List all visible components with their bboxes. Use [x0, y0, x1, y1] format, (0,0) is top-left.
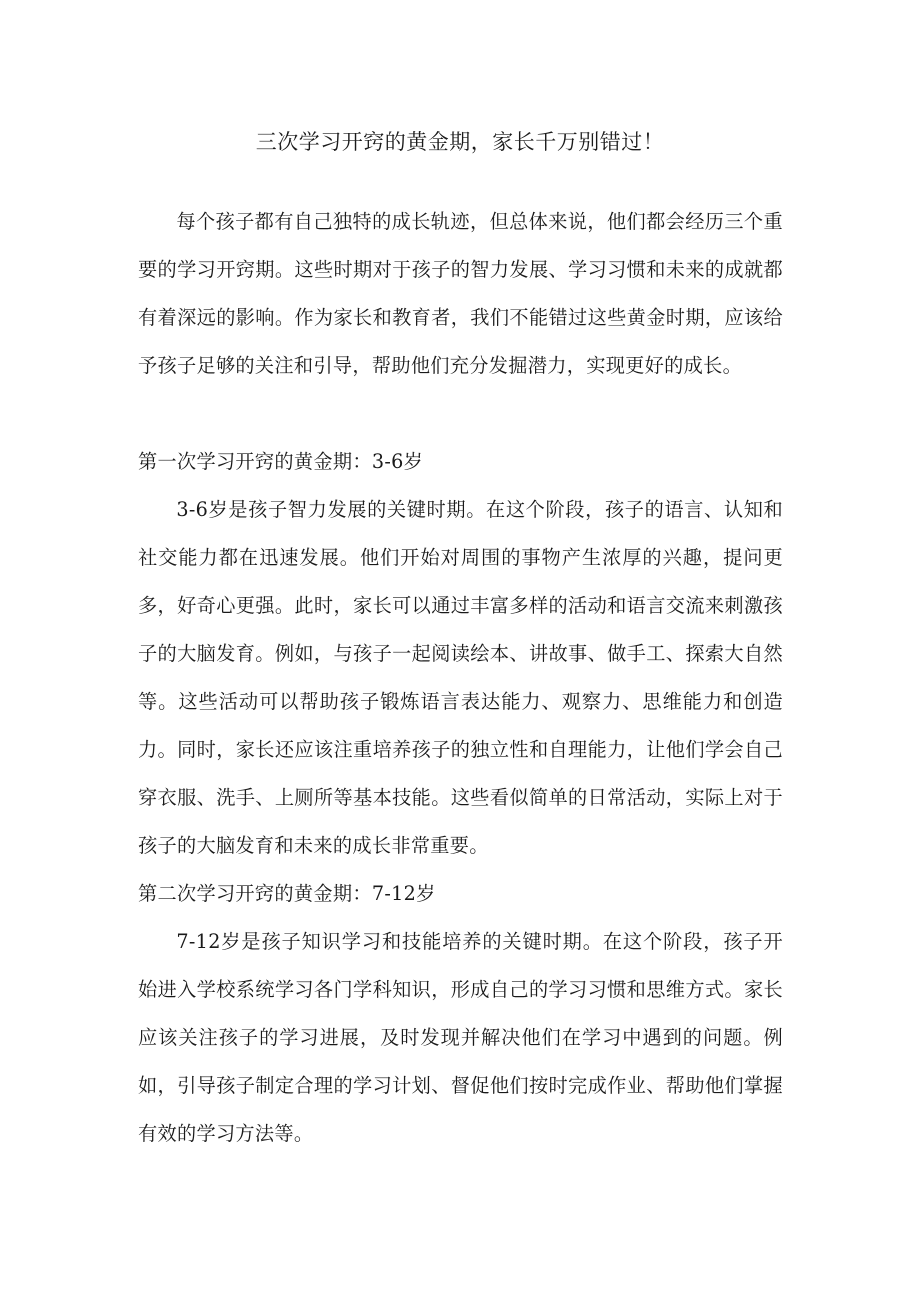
- intro-paragraph: 每个孩子都有自己独特的成长轨迹，但总体来说，他们都会经历三个重要的学习开窍期。这些时期对于孩子的智力发展、学习习惯和未来的成就都有着深远的影响。作为家长和教育者，我们不能错过这些黄金时期，应该给予孩子足够的关注和引导，帮助他们充分发掘潜力，实现更好的成长。: [138, 210, 783, 377]
- section-1-heading-block: [138, 438, 783, 486]
- document-title: 三次学习开窍的黄金期，家长千万别错过！: [255, 130, 665, 154]
- section-paragraph: 7-12岁是孩子知识学习和技能培养的关键时期。在这个阶段，孩子开始进入学校系统学习各门学科知识，形成自己的学习习惯和思维方式。家长应该关注孩子的学习进展，及时发现并解决他们在学习中遇到的问题。例如，引导孩子制定合理的学习计划、督促他们按时完成作业、帮助他们掌握有效的学习方法等。: [138, 930, 783, 1145]
- section-2-heading-block: [138, 870, 783, 918]
- section-1-body-block: [138, 486, 783, 870]
- section-2-body-block: [138, 918, 783, 1158]
- section-paragraph: 3-6岁是孩子智力发展的关键时期。在这个阶段，孩子的语言、认知和社交能力都在迅速发展。他们开始对周围的事物产生浓厚的兴趣，提问更多，好奇心更强。此时，家长可以通过丰富多样的活动和语言交流来刺激孩子的大脑发育。例如，与孩子一起阅读绘本、讲故事、做手工、探索大自然等。这些活动可以帮助孩子锻炼语言表达能力、观察力、思维能力和创造力。同时，家长还应该注重培养孩子的独立性和自理能力，让他们学会自己穿衣服、洗手、上厕所等基本技能。这些看似简单的日常活动，实际上对于孩子的大脑发育和未来的成长非常重要。: [138, 498, 783, 857]
- section-heading: 第二次学习开窍的黄金期：7-12岁: [138, 882, 436, 905]
- section-heading: 第一次学习开窍的黄金期：3-6岁: [138, 450, 424, 473]
- intro-block: [138, 198, 783, 390]
